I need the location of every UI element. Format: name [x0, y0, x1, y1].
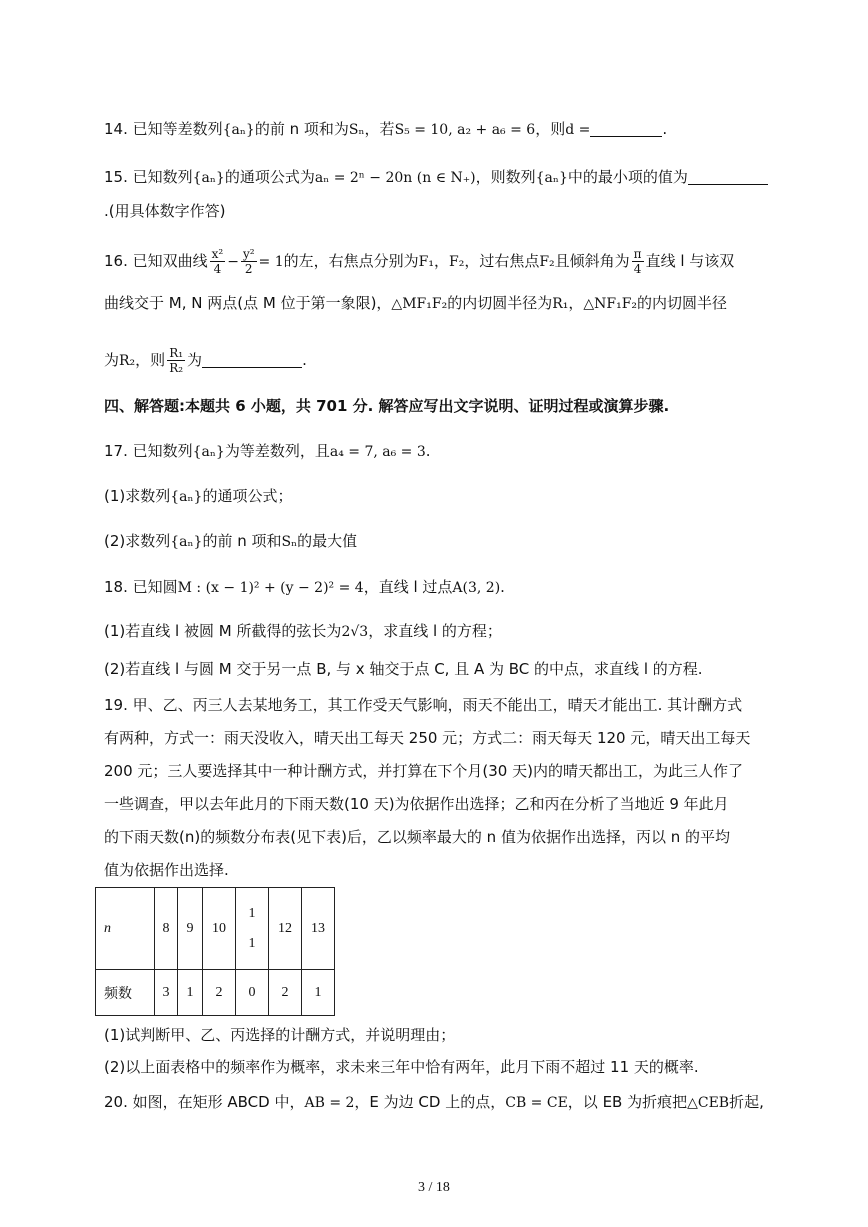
- q17-text: 为等差数列，且: [224, 442, 330, 460]
- table-cell: 频数: [96, 970, 155, 1016]
- sequence-symbol: {aₙ}: [170, 489, 203, 505]
- q14-period: .: [662, 120, 668, 138]
- q17-text: (2)求数列: [104, 532, 171, 550]
- hyperbola-x-term: [210, 247, 226, 276]
- q20-text: 20. 如图，在矩形 ABCD 中，: [104, 1093, 305, 1111]
- section-heading: 四、解答题:本题共 6 小题，共 701 分. 解答应写出文字说明、证明过程或演算步骤.: [104, 397, 670, 415]
- q16-text: 曲线交于 M, N 两点(点 M 位于第一象限)，: [104, 294, 392, 312]
- radius-r1: R₁: [552, 296, 569, 312]
- answer-blank: [590, 120, 662, 137]
- q16-text: 的左，右焦点分别为: [283, 252, 419, 270]
- point-a: A(3, 2): [452, 580, 501, 596]
- sum-symbol: Sₙ: [348, 122, 365, 138]
- table-header-cell: 9: [178, 888, 203, 970]
- general-term-formula: aₙ = 2ⁿ − 20n (n ∈ N₊): [314, 170, 476, 186]
- q16-text: 为: [187, 351, 203, 369]
- frac-den: 4: [633, 262, 642, 276]
- radius-r2: R₂: [119, 353, 136, 369]
- question-19-line: 19. 甲、乙、丙三人去某地务工，其工作受天气影响，雨天不能出工，晴天才能出工. 其计酬方式: [104, 696, 743, 714]
- table-header-cell: 8: [155, 888, 178, 970]
- question-19-line: 200 元；三人要选择其中一种计酬方式，并打算在下个月(30 天)内的晴天都出工，为此三人作了: [104, 762, 743, 780]
- question-20: [104, 1091, 764, 1114]
- frac-num: π: [633, 247, 642, 261]
- question-19-line: 值为依据作出选择.: [104, 861, 229, 879]
- question-16-line2: [104, 292, 727, 315]
- question-19-part2: (2)以上面表格中的频率作为概率，求未来三年中恰有两年，此月下雨不超过 11 天的概率.: [104, 1058, 699, 1076]
- question-14: [104, 118, 667, 141]
- q14-text: 14. 已知等差数列: [104, 120, 223, 138]
- q20-text: ，以 EB 为折痕把: [567, 1093, 688, 1111]
- q17-text: 的通项公式；: [202, 487, 293, 505]
- ab-length: AB = 2: [304, 1095, 355, 1111]
- q16-text: ，过右焦点: [464, 252, 540, 270]
- q17-text: 的最大值: [297, 532, 358, 550]
- question-15: [104, 166, 768, 189]
- frac-den: R₂: [169, 361, 184, 375]
- table-cell: 2: [269, 970, 302, 1016]
- q20-text: 折起,: [729, 1093, 764, 1111]
- question-16-line3: [104, 340, 307, 381]
- sequence-symbol: {aₙ}: [192, 444, 225, 460]
- sequence-symbol: {aₙ}: [192, 170, 225, 186]
- q17-text: 17. 已知数列: [104, 442, 193, 460]
- q15-text: 的通项公式为: [224, 168, 315, 186]
- question-17: [104, 440, 431, 463]
- q20-text: ，E 为边 CD 上的点，: [354, 1093, 506, 1111]
- triangle-nf1f2: △NF₁F₂: [583, 296, 638, 312]
- table-header-cell: 12: [269, 888, 302, 970]
- sum-symbol: Sₙ: [281, 534, 298, 550]
- focus-f1: F₁: [418, 254, 434, 270]
- q18-text: (1)若直线 l 被圆 M 所截得的弦长为: [104, 622, 342, 640]
- chord-length: 2√3: [341, 624, 369, 640]
- table-cell: 0: [236, 970, 269, 1016]
- frac-num: R₁: [169, 346, 184, 360]
- sequence-symbol: {aₙ}: [170, 534, 203, 550]
- table-cell: 1: [178, 970, 203, 1016]
- question-19-part1: (1)试判断甲、乙、丙选择的计酬方式，并说明理由；: [104, 1026, 456, 1044]
- q15-text: ，则数列: [475, 168, 536, 186]
- table-header-cell: 1 1: [236, 888, 269, 970]
- q18-text: ，求直线 l 的方程；: [368, 622, 502, 640]
- question-15-note: [104, 200, 225, 222]
- hyperbola-y-term: [241, 247, 257, 276]
- minus-sign: −: [227, 254, 239, 270]
- q18-text: ，直线 l 过点: [363, 578, 453, 596]
- table-cell: 2: [203, 970, 236, 1016]
- q15-text: 15. 已知数列: [104, 168, 193, 186]
- frequency-table: [95, 887, 335, 1016]
- focus-f2: F₂: [539, 254, 555, 270]
- q14-text: ，若: [364, 120, 395, 138]
- q14-unknown: d =: [565, 122, 591, 138]
- question-17-part1: [104, 485, 292, 508]
- q15-text: 中的最小项的值为: [567, 168, 688, 186]
- question-19-line: 有两种，方式一：雨天没收入，晴天出工每天 250 元；方式二：雨天每天 120 元，晴天出工每天: [104, 729, 751, 747]
- q16-text: 的内切圆半径: [637, 294, 728, 312]
- circle-equation: M : (x − 1)² + (y − 2)² = 4: [177, 580, 364, 596]
- equals-one: = 1: [258, 254, 284, 270]
- q16-text: 16. 已知双曲线: [104, 252, 208, 270]
- q16-text: 为: [104, 351, 120, 369]
- question-19-line: 一些调查，甲以去年此月的下雨天数(10 天)为依据作出选择；乙和丙在分析了当地近 9 年此月: [104, 795, 729, 813]
- frac-num: x²: [211, 247, 224, 261]
- q16-text: ，: [433, 252, 449, 270]
- table-header-cell: n: [96, 888, 155, 970]
- focus-f2: F₂: [448, 254, 465, 270]
- frac-den: 4: [213, 262, 222, 276]
- page-number: 3 / 18: [418, 1180, 450, 1195]
- table-header-cell: 10: [203, 888, 236, 970]
- answer-blank: [688, 168, 768, 185]
- sequence-symbol: {aₙ}: [222, 122, 255, 138]
- q16-text: 且倾斜角为: [554, 252, 630, 270]
- q18-text: 18. 已知圆: [104, 578, 178, 596]
- q16-period: .: [302, 351, 307, 369]
- q16-text: ，: [568, 294, 584, 312]
- table-cell: 1: [302, 970, 335, 1016]
- table-cell: 3: [155, 970, 178, 1016]
- frac-den: 2: [244, 262, 253, 276]
- frac-num: y²: [242, 247, 255, 261]
- question-19-line: 的下雨天数(n)的频数分布表(见下表)后，乙以频率最大的 n 值为依据作出选择，丙以 n 的平均: [104, 828, 731, 846]
- question-18-part2: (2)若直线 l 与圆 M 交于另一点 B, 与 x 轴交于点 C, 且 A 为 BC 的中点，求直线 l 的方程.: [104, 660, 703, 678]
- cb-equals-ce: CB = CE: [505, 1095, 568, 1111]
- triangle-mf1f2: △MF₁F₂: [391, 296, 448, 312]
- q18-period: .: [500, 578, 505, 596]
- table-row: [96, 970, 335, 1016]
- q17-text: (1)求数列: [104, 487, 171, 505]
- question-17-part2: [104, 530, 357, 553]
- q16-text: ，则: [135, 351, 166, 369]
- q17-text: 的前 n 项和: [202, 532, 282, 550]
- sequence-symbol: {aₙ}: [535, 170, 568, 186]
- question-18: [104, 576, 505, 599]
- question-16: [104, 241, 734, 282]
- q16-text: 直线 l 与该双: [645, 252, 735, 270]
- q17-condition: a₄ = 7, a₆ = 3: [329, 444, 426, 460]
- question-18-part1: [104, 620, 502, 643]
- q14-text: 的前 n 项和为: [254, 120, 349, 138]
- table-row: [96, 888, 335, 970]
- table-header-cell: 13: [302, 888, 335, 970]
- q14-text: ，则: [535, 120, 566, 138]
- q17-period: .: [425, 442, 431, 460]
- answer-blank: [202, 351, 302, 368]
- triangle-ceb: △CEB: [687, 1095, 730, 1111]
- angle-pi-over-4: [632, 247, 644, 276]
- q15-note-text: .(用具体数字作答): [104, 202, 226, 220]
- radius-ratio: [167, 346, 185, 375]
- q14-condition: S₅ = 10, a₂ + a₆ = 6: [394, 122, 536, 138]
- q16-text: 的内切圆半径为: [447, 294, 553, 312]
